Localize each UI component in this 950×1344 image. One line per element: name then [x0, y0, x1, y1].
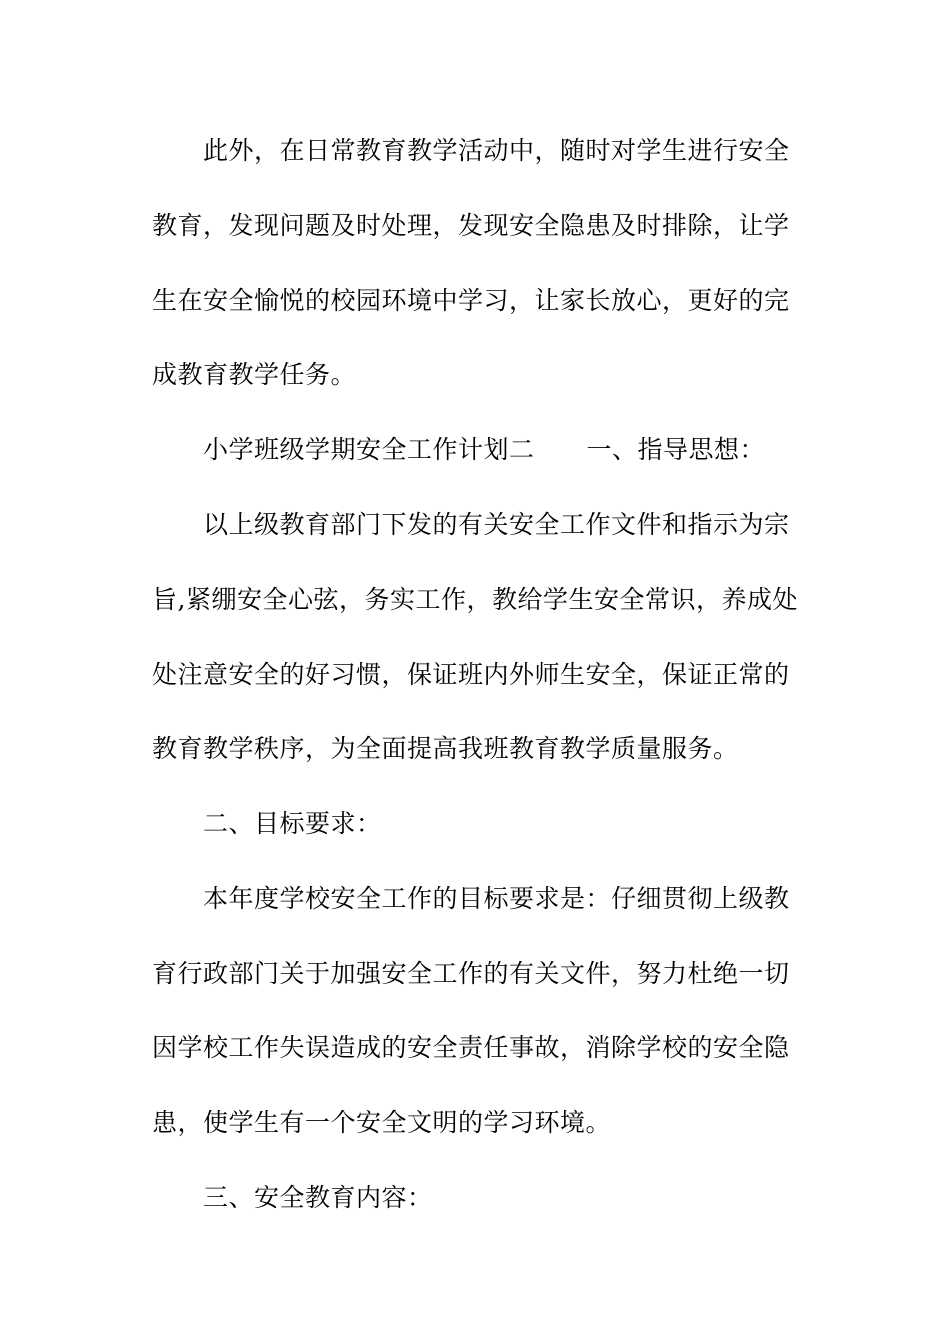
section-heading-1: 一、指导思想： [586, 435, 766, 464]
paragraph-line: 以上级教育部门下发的有关安全工作文件和指示为宗 [203, 510, 790, 539]
plan-heading-line [203, 433, 813, 467]
paragraph-line: 教育教学秩序，为全面提高我班教育教学质量服务。 [152, 734, 739, 763]
section-heading-3: 三、安全教育内容： [203, 1183, 433, 1212]
section-heading-2: 二、目标要求： [203, 809, 382, 838]
paragraph-line: 本年度学校安全工作的目标要求是：仔细贯彻上级教 [203, 884, 790, 913]
paragraph-line: 成教育教学任务。 [152, 360, 357, 389]
paragraph-line: 旨,紧绷安全心弦，务实工作，教给学生安全常识，养成处 [152, 585, 798, 614]
paragraph-line: 因学校工作失误造成的安全责任事故，消除学校的安全隐 [152, 1033, 790, 1062]
paragraph-line: 处注意安全的好习惯，保证班内外师生安全，保证正常的 [152, 660, 790, 689]
plan-title: 小学班级学期安全工作计划二 [203, 435, 535, 464]
paragraph-line: 此外，在日常教育教学活动中，随时对学生进行安全 [203, 136, 790, 165]
paragraph-line: 育行政部门关于加强安全工作的有关文件，努力杜绝一切 [152, 959, 790, 988]
paragraph-line: 患，使学生有一个安全文明的学习环境。 [152, 1108, 612, 1137]
paragraph-line: 教育，发现问题及时处理，发现安全隐患及时排除，让学 [152, 211, 790, 240]
paragraph-line: 生在安全愉悦的校园环境中学习，让家长放心，更好的完 [152, 286, 790, 315]
